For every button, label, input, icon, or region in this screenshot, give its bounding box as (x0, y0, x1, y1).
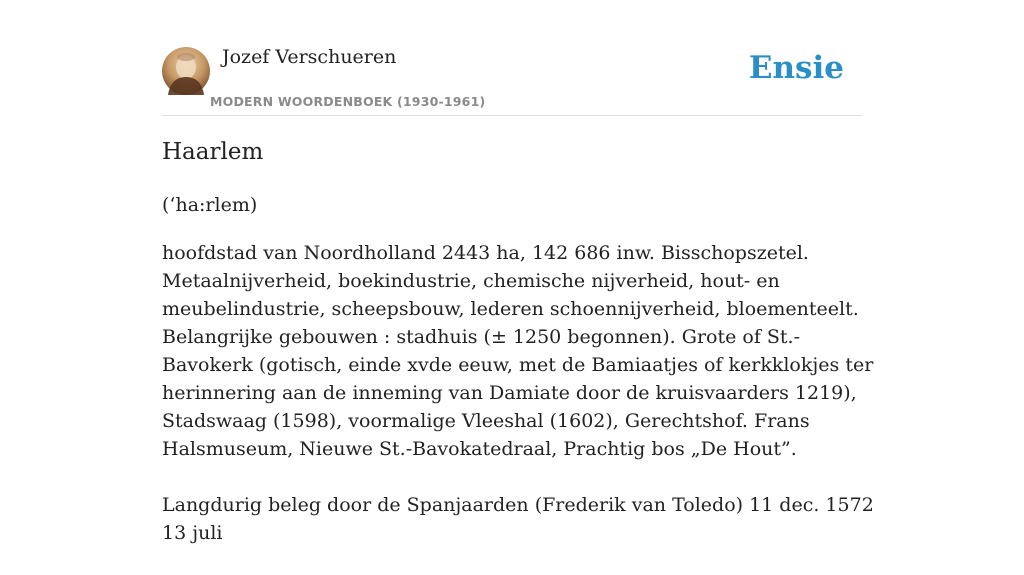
source-label[interactable]: MODERN WOORDENBOEK (1930-1961) (210, 94, 486, 109)
entry-paragraph: Langdurig beleg door de Spanjaarden (Frederik van Toledo) 11 dec. 1572 13 juli (162, 494, 874, 544)
entry-paragraph: hoofdstad van Noordholland 2443 ha, 142 686 inw. Bisschopszetel. Metaalnijverheid, boekindustrie, chemische nijverheid, hout- en meubelindustrie, scheepsbouw, lederen schoennijverheid, bloementeelt. Belangrijke gebouwen : stadhuis (± 1250 begonnen). Grote of St.-Bavokerk (gotisch, einde xvde eeuw, met de Bamiaatjes of kerkklokjes ter herinnering aan de inneming van Damiate door de kruisvaarders 1219), Stadswaag (1598), voormalige Vleeshal (1602), Gerechtshof. Frans Halsmuseum, Nieuwe St.-Bavokatedraal, Prachtig bos „De Hout”. (162, 242, 874, 460)
author-avatar[interactable] (162, 47, 210, 95)
author-portrait-icon (162, 47, 210, 95)
entry-title: Haarlem (162, 139, 264, 165)
entry-body (162, 239, 874, 575)
entry-pronunciation: (‘ha:rlem) (162, 194, 258, 216)
author-name[interactable]: Jozef Verschueren (222, 46, 397, 68)
ensie-logo[interactable]: Ensie (748, 50, 844, 86)
header (162, 44, 862, 116)
